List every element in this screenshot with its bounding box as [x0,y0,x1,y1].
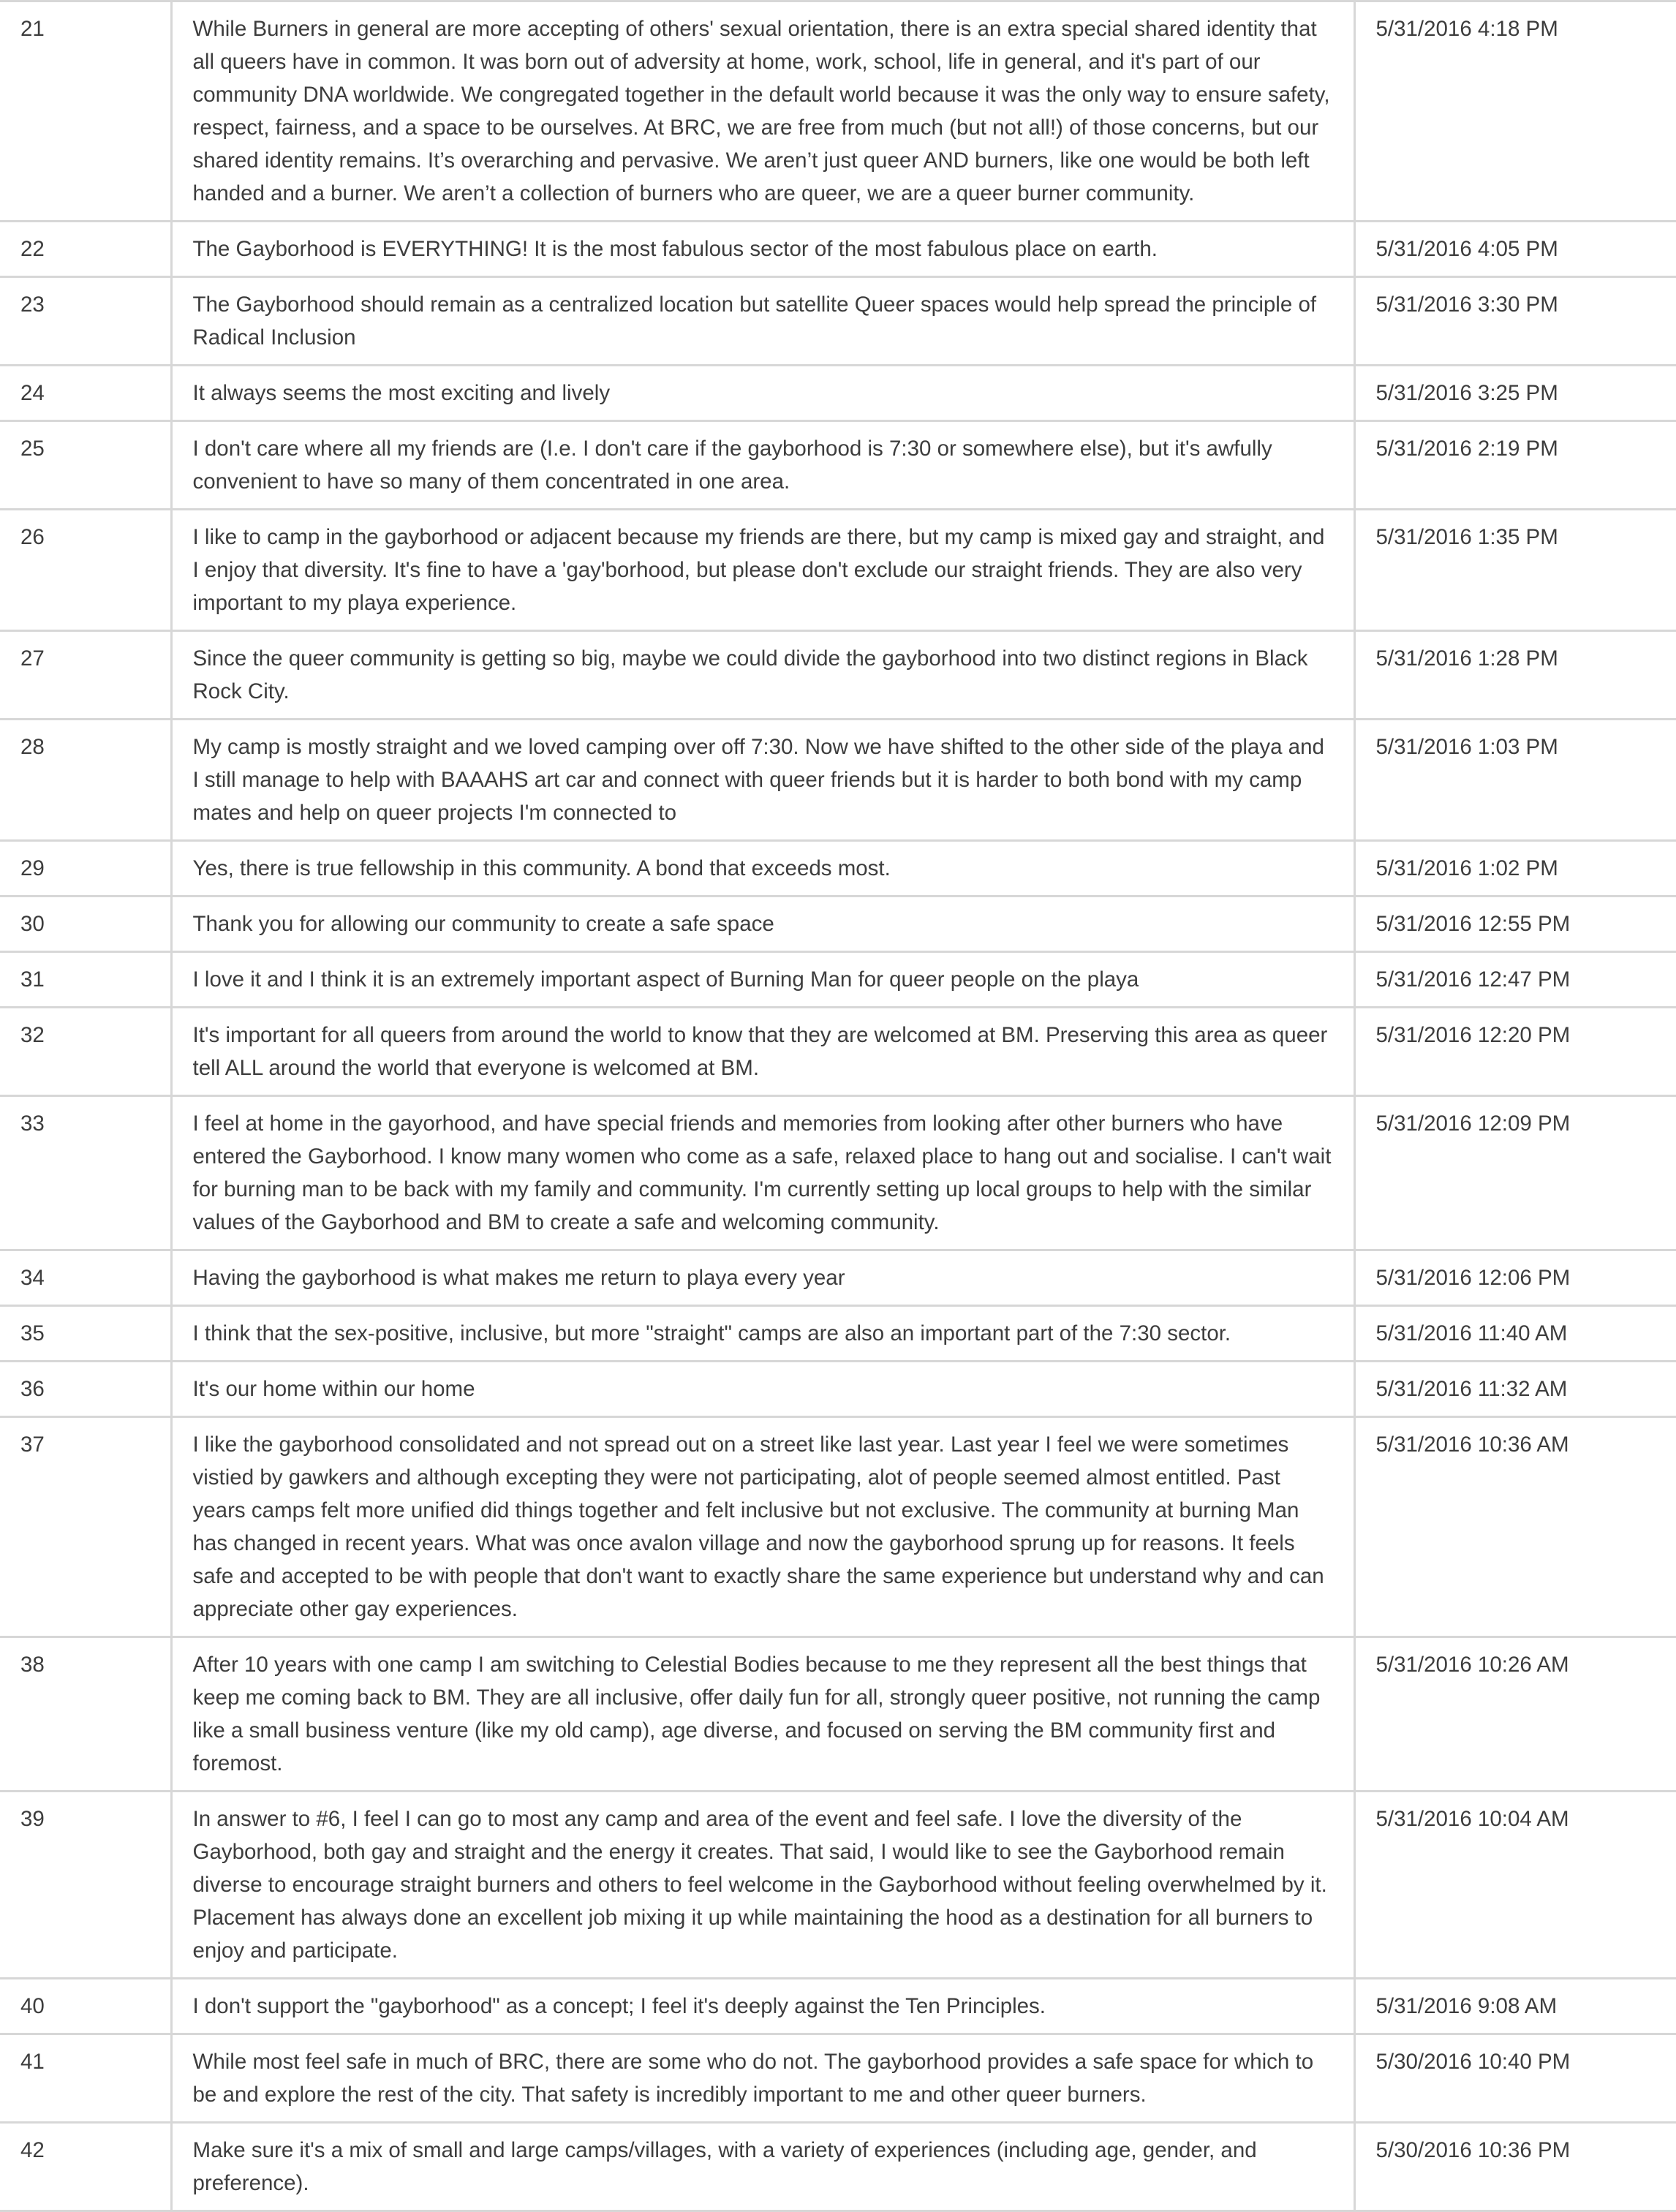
response-text: While Burners in general are more accepting of others' sexual orientation, there is an extra special shared identity that all queers have in common. It was born out of adversity at home, work, school, life in general, and it's part of our community DNA worldwide. We congregated together in the default world because it was the only way to ensure safety, respect, fairness, and a space to be ourselves. At BRC, we are free from much (but not all!) of those concerns, but our shared identity remains. It’s overarching and pervasive. We aren’t just queer AND burners, like one would be both left handed and a burner. We aren’t a collection of burners who are queer, we are a queer burner community. [171,1,1354,222]
table-row [0,2123,1676,2211]
response-number: 21 [0,1,171,222]
table-row [0,1417,1676,1637]
table-row [0,1979,1676,2034]
table-row [0,421,1676,510]
response-number: 23 [0,277,171,366]
table-row [0,510,1676,631]
table-row [0,1,1676,222]
response-number: 28 [0,720,171,841]
response-date: 5/31/2016 10:26 AM [1375,1653,1569,1677]
response-text: I don't support the "gayborhood" as a concept; I feel it's deeply against the Ten Principles. [171,1979,1354,2034]
response-text: I don't care where all my friends are (I.e. I don't care if the gayborhood is 7:30 or somewhere else), but it's awfully convenient to have so many of them concentrated in one area. [171,421,1354,510]
response-number: 38 [0,1637,171,1792]
response-date: 5/31/2016 11:32 AM [1375,1377,1568,1401]
response-number: 25 [0,421,171,510]
response-text: It always seems the most exciting and lively [171,366,1354,421]
response-number: 31 [0,952,171,1008]
response-date: 5/31/2016 12:09 PM [1375,1111,1571,1136]
response-text: I think that the sex-positive, inclusive, but more "straight" camps are also an important part of the 7:30 sector. [171,1306,1354,1362]
response-number: 29 [0,841,171,896]
response-date: 5/31/2016 10:04 AM [1375,1807,1569,1831]
response-date: 5/31/2016 11:40 AM [1375,1321,1568,1345]
response-text: I feel at home in the gayorhood, and have special friends and memories from looking after other burners who have entered the Gayborhood. I know many women who come as a safe, relaxed place to hang out and socialise. I can't wait for burning man to be back with my family and community. I'm currently setting up local groups to help with the similar values of the Gayborhood and BM to create a safe and welcoming community. [171,1096,1354,1250]
response-text: Yes, there is true fellowship in this community. A bond that exceeds most. [171,841,1354,896]
response-text: It's our home within our home [171,1362,1354,1417]
table-row [0,631,1676,720]
response-number: 37 [0,1417,171,1637]
response-text: In answer to #6, I feel I can go to most any camp and area of the event and feel safe. I love the diversity of the Gayborhood, both gay and straight and the energy it creates. That said, I would like to see the Gayborhood remain diverse to encourage straight burners and others to feel welcome in the Gayborhood without feeling overwhelmed by it. Placement has always done an excellent job mixing it up while maintaining the hood as a destination for all burners to enjoy and participate. [171,1792,1354,1979]
response-text: While most feel safe in much of BRC, there are some who do not. The gayborhood provides a safe space for which to be and explore the rest of the city. That safety is incredibly important to me and other queer burners. [171,2034,1354,2123]
table-row [0,1008,1676,1096]
response-date: 5/31/2016 4:18 PM [1375,17,1558,41]
table-row [0,1250,1676,1306]
response-number: 42 [0,2123,171,2211]
response-date: 5/31/2016 2:19 PM [1375,437,1558,461]
response-number: 27 [0,631,171,720]
response-date: 5/31/2016 12:06 PM [1375,1266,1571,1290]
table-row [0,1306,1676,1362]
response-text: After 10 years with one camp I am switching to Celestial Bodies because to me they represent all the best things that keep me coming back to BM. They are all inclusive, offer daily fun for all, strongly queer positive, not running the camp like a small business venture (like my old camp), age diverse, and focused on serving the BM community first and foremost. [171,1637,1354,1792]
response-date: 5/31/2016 1:28 PM [1375,646,1558,671]
response-number: 24 [0,366,171,421]
response-text: I love it and I think it is an extremely important aspect of Burning Man for queer people on the playa [171,952,1354,1008]
table-row [0,366,1676,421]
table-row [0,952,1676,1008]
response-text: Thank you for allowing our community to create a safe space [171,896,1354,952]
response-date: 5/31/2016 1:02 PM [1375,856,1558,880]
table-row [0,1362,1676,1417]
response-date: 5/31/2016 12:55 PM [1375,912,1571,936]
table-row [0,1096,1676,1250]
response-date: 5/30/2016 10:36 PM [1375,2138,1571,2162]
response-text: It's important for all queers from around the world to know that they are welcomed at BM. Preserving this area as queer tell ALL around the world that everyone is welcomed at BM. [171,1008,1354,1096]
response-number: 22 [0,222,171,277]
table-row [0,896,1676,952]
response-number: 39 [0,1792,171,1979]
response-text: The Gayborhood should remain as a centralized location but satellite Queer spaces would help spread the principle of Radical Inclusion [171,277,1354,366]
response-date: 5/30/2016 10:40 PM [1375,2050,1571,2074]
response-number: 32 [0,1008,171,1096]
table-row [0,277,1676,366]
response-text: Since the queer community is getting so big, maybe we could divide the gayborhood into two distinct regions in Black Rock City. [171,631,1354,720]
table-row [0,720,1676,841]
response-date: 5/31/2016 1:35 PM [1375,525,1558,549]
response-number: 33 [0,1096,171,1250]
response-number: 34 [0,1250,171,1306]
response-text: I like the gayborhood consolidated and not spread out on a street like last year. Last year I feel we were sometimes vistied by gawkers and although excepting they were not participating, alot of people seemed almost entitled. Past years camps felt more unified did things together and felt inclusive but not exclusive. The community at burning Man has changed in recent years. What was once avalon village and now the gayborhood sprung up for reasons. It feels safe and accepted to be with people that don't want to exactly share the same experience but understand why and can appreciate other gay experiences. [171,1417,1354,1637]
response-date: 5/31/2016 3:30 PM [1375,292,1558,317]
responses-table-body [0,1,1676,2211]
response-date: 5/31/2016 3:25 PM [1375,381,1558,405]
response-number: 41 [0,2034,171,2123]
response-text: My camp is mostly straight and we loved camping over off 7:30. Now we have shifted to the other side of the playa and I still manage to help with BAAAHS art car and connect with queer friends but it is harder to both bond with my camp mates and help on queer projects I'm connected to [171,720,1354,841]
table-row [0,841,1676,896]
table-row [0,222,1676,277]
response-number: 36 [0,1362,171,1417]
response-number: 26 [0,510,171,631]
response-number: 40 [0,1979,171,2034]
response-date: 5/31/2016 12:47 PM [1375,967,1571,992]
response-date: 5/31/2016 12:20 PM [1375,1023,1571,1047]
response-text: The Gayborhood is EVERYTHING! It is the most fabulous sector of the most fabulous place on earth. [171,222,1354,277]
response-number: 35 [0,1306,171,1362]
response-number: 30 [0,896,171,952]
response-text: Make sure it's a mix of small and large camps/villages, with a variety of experiences (including age, gender, and preference). [171,2123,1354,2211]
response-text: I like to camp in the gayborhood or adjacent because my friends are there, but my camp is mixed gay and straight, and I enjoy that diversity. It's fine to have a 'gay'borhood, but please don't exclude our straight friends. They are also very important to my playa experience. [171,510,1354,631]
table-row [0,2034,1676,2123]
response-text: Having the gayborhood is what makes me return to playa every year [171,1250,1354,1306]
table-row [0,1637,1676,1792]
response-date: 5/31/2016 4:05 PM [1375,237,1558,261]
response-date: 5/31/2016 9:08 AM [1375,1994,1558,2018]
response-date: 5/31/2016 10:36 AM [1375,1432,1569,1457]
response-date: 5/31/2016 1:03 PM [1375,735,1558,759]
table-row [0,1792,1676,1979]
